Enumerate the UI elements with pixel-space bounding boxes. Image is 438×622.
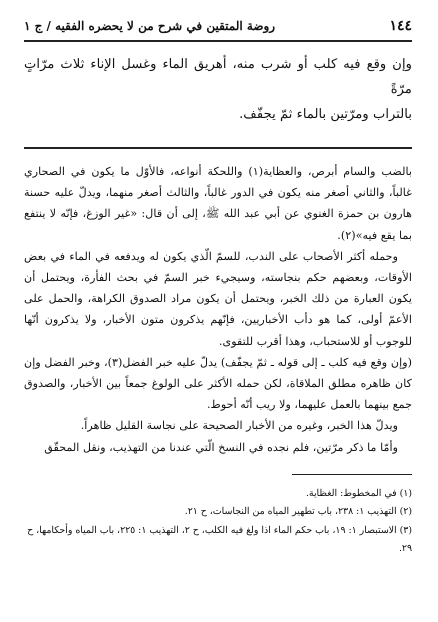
running-title: روضة المتقين في شرح من لا يحضره الفقيه / ج ١ [24, 19, 276, 33]
commentary-paragraph: وحمله أكثر الأصحاب على الندب، للسمّ الّذي يكون له ويدفعه في الماء في بعض الأوقات، وبعضهم حكم بنجاسته، وسيجيء خبر السمّ في بحث الفأرة، ويحتمل أن يكون العبارة من ذلك الخبر، ويحتمل أن يكون مراد الصدوق الكراهة، والحمل على الأعمّ أولى، كما هو دأب الأخباريين، فإنّهم يذكرون متون الأخبار، ولا يذكرون أنّها للوجوب أو للاستحباب، وهذا أقرب للتقوى. [24, 249, 412, 348]
running-header [24, 18, 412, 42]
hadith-text [24, 52, 412, 127]
page-number: ١٤٤ [389, 18, 412, 34]
commentary-paragraph: بالضب والسام أبرص، والعظاية(١) واللحكة أنواعه، فالأوّل ما يكون في الصحاري غالباً، والثاني أصغر منه يكون في الدور غالباً، والثالث أصغر منهما، ويدلّ عليه حسنة هارون بن حمزة الغنوي عن أبي عبد الله ﷺ، إلى أن قال: «غير الوزغ، فإنّه لا ينتفع بما يقع فيه»(٢). [24, 165, 412, 242]
hadith-line: بالتراب ومرّتين بالماء ثمّ يجفّف. [239, 107, 412, 122]
footnote: (٣) الاستبصار ١: ١٩، باب حكم الماء اذا ولغ فيه الكلب، ح ٢، التهذيب ١: ٢٢٥، باب المياه وأحكامها، ح ٢٩. [27, 524, 412, 555]
hadith-line: وإن وقع فيه كلب أو شرب منه، أهريق الماء وغسل الإناء ثلاث مرّاتٍ مرّةً [24, 57, 412, 97]
commentary-paragraph: (وإن وقع فيه كلب ـ إلى قوله ـ ثمّ يجفّف) يدلّ عليه خبر الفضل(٣)، وخبر الفضل وإن كان ظاهره مطلق الملاقاة، لكن حمله الأكثر على الولوغ جمعاً بين الأخبار، والصدوق جمع بينهما بالعمل عليهما، ولا ريب أنّه أحوط. [24, 355, 412, 412]
section-divider [24, 147, 412, 149]
commentary [24, 161, 412, 458]
footnote: (١) في المخطوط: الغظاية. [305, 487, 412, 499]
commentary-paragraph: وأمّا ما ذكر مرّتين، فلم نجده في النسخ الّتي عندنا من التهذيب، ونقل المحقّق [44, 440, 398, 454]
footnote: (٢) التهذيب ١: ٢٣٨، باب تطهير المياه من النجاسات، ح ٢١. [184, 506, 412, 518]
footnotes [24, 485, 412, 559]
commentary-paragraph: ويدلّ هذا الخبر، وغيره من الأخبار الصحيحة على نجاسة القليل ظاهراً. [80, 419, 398, 433]
footnote-divider [292, 474, 412, 475]
